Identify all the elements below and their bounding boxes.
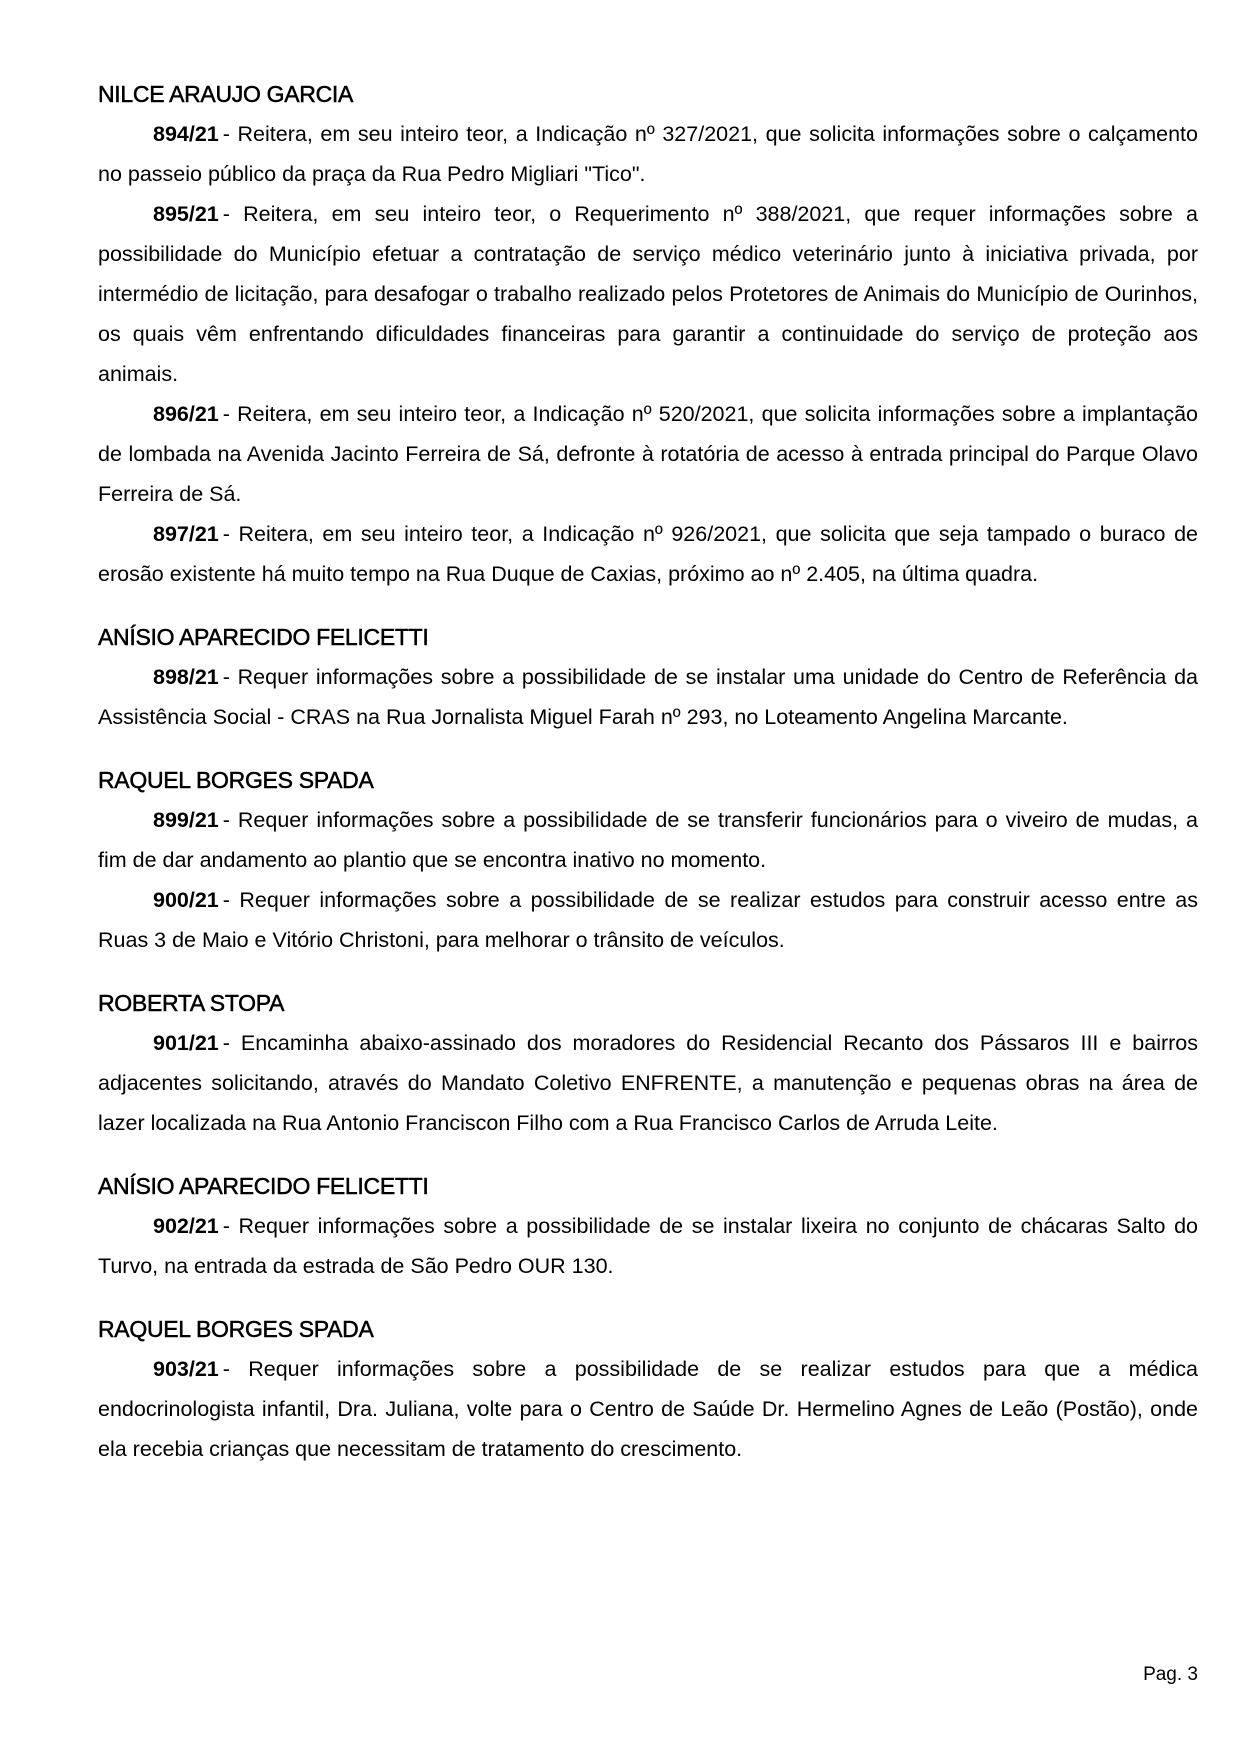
author-heading: ANÍSIO APARECIDO FELICETTI [98,1173,429,1199]
entry-text: - Requer informações sobre a possibilidade de se realizar estudos para construir acesso entre as Ruas 3 de Maio e Vitório Christoni, para melhorar o trânsito de veículos. [98,888,1198,952]
entry-number: 900/21 [153,888,219,912]
entry-896 [98,394,1198,514]
author-heading: RAQUEL BORGES SPADA [98,767,374,793]
entry-text: - Reitera, em seu inteiro teor, a Indicação nº 327/2021, que solicita informações sobre o calçamento no passeio público da praça da Rua Pedro Migliari "Tico". [98,122,1198,186]
entry-number: 895/21 [153,202,219,226]
document-body [98,74,1198,1492]
entry-902 [98,1206,1198,1286]
entry-897 [98,514,1198,594]
author-heading: ROBERTA STOPA [98,990,285,1016]
section-roberta [98,983,1198,1143]
entry-898 [98,657,1198,737]
entry-text: - Requer informações sobre a possibilidade de se instalar lixeira no conjunto de chácaras Salto do Turvo, na entrada da estrada de São Pedro OUR 130. [98,1214,1198,1278]
entry-number: 901/21 [153,1031,219,1055]
entry-899 [98,800,1198,880]
entry-text: - Requer informações sobre a possibilidade de se instalar uma unidade do Centro de Referência da Assistência Social - CRAS na Rua Jornalista Miguel Farah nº 293, no Loteamento Angelina Marcante. [98,665,1198,729]
section-raquel-1 [98,760,1198,960]
entry-number: 897/21 [153,522,219,546]
section-nilce [98,74,1198,594]
entry-text: - Requer informações sobre a possibilidade de se realizar estudos para que a médica endocrinologista infantil, Dra. Juliana, volte para o Centro de Saúde Dr. Hermelino Agnes de Leão (Postão), onde ela recebia crianças que necessitam de tratamento do crescimento. [98,1357,1198,1461]
entry-901 [98,1023,1198,1143]
entry-900 [98,880,1198,960]
entry-text: - Reitera, em seu inteiro teor, a Indicação nº 520/2021, que solicita informações sobre a implantação de lombada na Avenida Jacinto Ferreira de Sá, defronte à rotatória de acesso à entrada principal do Parque Olavo Ferreira de Sá. [98,402,1198,506]
entry-number: 903/21 [153,1357,219,1381]
entry-number: 899/21 [153,808,219,832]
entry-text: - Encaminha abaixo-assinado dos moradores do Residencial Recanto dos Pássaros III e bairros adjacentes solicitando, através do Mandato Coletivo ENFRENTE, a manutenção e pequenas obras na área de lazer localizada na Rua Antonio Franciscon Filho com a Rua Francisco Carlos de Arruda Leite. [98,1031,1198,1135]
entry-number: 894/21 [153,122,219,146]
page-number: Pag. 3 [1143,1664,1198,1685]
section-raquel-2 [98,1309,1198,1469]
section-anisio-1 [98,617,1198,737]
entry-894 [98,114,1198,194]
entry-number: 896/21 [153,402,219,426]
entry-text: - Reitera, em seu inteiro teor, a Indicação nº 926/2021, que solicita que seja tampado o buraco de erosão existente há muito tempo na Rua Duque de Caxias, próximo ao nº 2.405, na última quadra. [98,522,1198,586]
entry-895 [98,194,1198,394]
author-heading: ANÍSIO APARECIDO FELICETTI [98,624,429,650]
entry-text: - Reitera, em seu inteiro teor, o Requerimento nº 388/2021, que requer informações sobre a possibilidade do Município efetuar a contratação de serviço médico veterinário junto à iniciativa privada, por intermédio de licitação, para desafogar o trabalho realizado pelos Protetores de Animais do Município de Ourinhos, os quais vêm enfrentando dificuldades financeiras para garantir a continuidade do serviço de proteção aos animais. [98,202,1198,386]
author-heading: RAQUEL BORGES SPADA [98,1316,374,1342]
entry-number: 902/21 [153,1214,219,1238]
entry-text: - Requer informações sobre a possibilidade de se transferir funcionários para o viveiro de mudas, a fim de dar andamento ao plantio que se encontra inativo no momento. [98,808,1198,872]
entry-903 [98,1349,1198,1469]
author-heading: NILCE ARAUJO GARCIA [98,81,354,107]
entry-number: 898/21 [153,665,219,689]
section-anisio-2 [98,1166,1198,1286]
